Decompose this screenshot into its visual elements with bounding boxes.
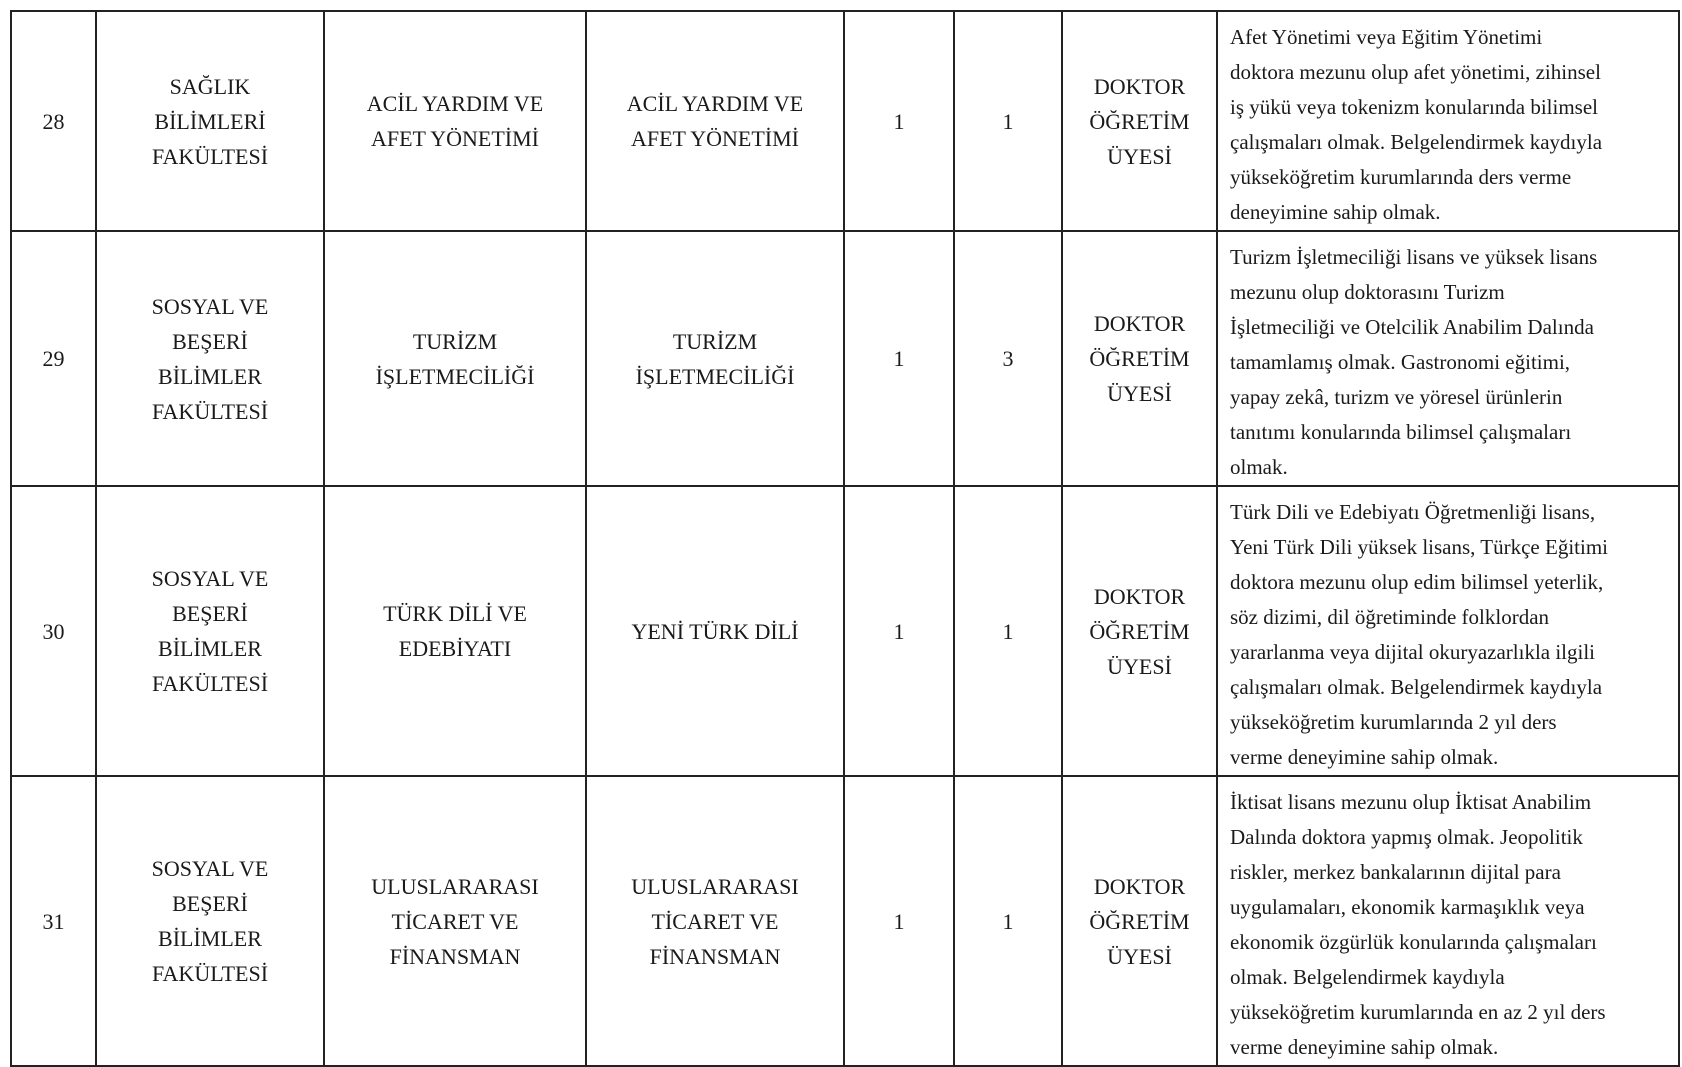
degree-cell (844, 231, 954, 486)
division-name: ULUSLARARASI TİCARET VE FİNANSMAN (631, 873, 799, 969)
department-cell (324, 11, 586, 231)
position-count: 1 (1002, 908, 1014, 934)
division-cell (586, 776, 844, 1066)
division-name: TURİZM İŞLETMECİLİĞİ (635, 328, 795, 389)
row-number-cell (11, 776, 96, 1066)
document-page (10, 10, 1678, 1059)
degree-value: 1 (893, 908, 905, 934)
faculty-cell (96, 776, 324, 1066)
title-cell (1062, 486, 1217, 776)
faculty-name: SOSYAL VE BEŞERİ BİLİMLER FAKÜLTESİ (151, 856, 269, 986)
faculty-positions-table (10, 10, 1680, 1067)
requirements-cell (1217, 486, 1679, 776)
requirements-text: İktisat lisans mezunu olup İktisat Anabilim Dalında doktora yapmış olmak. Jeopolitik riskler, merkez bankalarının dijital para uygulamaları, ekonomik karmaşıklık veya ekonomik özgürlük konularında çalışmaları olmak. Belgelendirmek kaydıyla yükseköğretim kurumlarında en az 2 yıl ders verme deneyimine sahip olmak. (1230, 790, 1606, 1059)
department-cell (324, 231, 586, 486)
degree-value: 1 (893, 108, 905, 134)
row-number-cell (11, 231, 96, 486)
title-cell (1062, 776, 1217, 1066)
faculty-cell (96, 486, 324, 776)
requirements-text: Afet Yönetimi veya Eğitim Yönetimi doktora mezunu olup afet yönetimi, zihinsel iş yükü veya tokenizm konularında bilimsel çalışmaları olmak. Belgelendirmek kaydıyla yükseköğretim kurumlarında ders verme deneyimine sahip olmak. (1230, 25, 1603, 224)
division-cell (586, 11, 844, 231)
faculty-name: SOSYAL VE BEŞERİ BİLİMLER FAKÜLTESİ (151, 293, 269, 424)
division-cell (586, 231, 844, 486)
title-cell (1062, 11, 1217, 231)
department-cell (324, 776, 586, 1066)
row-number-cell (11, 11, 96, 231)
degree-cell (844, 776, 954, 1066)
division-cell (586, 486, 844, 776)
degree-value: 1 (893, 346, 905, 371)
position-count: 3 (1002, 346, 1014, 371)
count-cell (954, 11, 1062, 231)
degree-value: 1 (893, 618, 905, 644)
row-number: 28 (42, 108, 65, 134)
position-count: 1 (1002, 618, 1014, 644)
table-row (11, 11, 1679, 231)
count-cell (954, 231, 1062, 486)
row-number: 29 (42, 346, 65, 371)
degree-cell (844, 486, 954, 776)
table-row (11, 231, 1679, 486)
position-count: 1 (1002, 108, 1014, 134)
academic-title: DOKTOR ÖĞRETİM ÜYESİ (1089, 873, 1190, 969)
faculty-name: SOSYAL VE BEŞERİ BİLİMLER FAKÜLTESİ (151, 566, 269, 696)
faculty-cell (96, 231, 324, 486)
academic-title: DOKTOR ÖĞRETİM ÜYESİ (1089, 311, 1190, 406)
degree-cell (844, 11, 954, 231)
department-name: ULUSLARARASI TİCARET VE FİNANSMAN (371, 873, 539, 969)
row-number-cell (11, 486, 96, 776)
count-cell (954, 776, 1062, 1066)
academic-title: DOKTOR ÖĞRETİM ÜYESİ (1089, 73, 1190, 169)
division-name: YENİ TÜRK DİLİ (631, 618, 799, 644)
department-cell (324, 486, 586, 776)
department-name: TURİZM İŞLETMECİLİĞİ (375, 328, 535, 389)
table-row (11, 776, 1679, 1066)
requirements-cell (1217, 776, 1679, 1066)
requirements-text: Türk Dili ve Edebiyatı Öğretmenliği lisans, Yeni Türk Dili yüksek lisans, Türkçe Eğitimi doktora mezunu olup edim bilimsel yeterlik, söz dizimi, dil öğretiminde folklordan yararlanma veya dijital okuryazarlıkla ilgili çalışmaları olmak. Belgelendirmek kaydıyla yükseköğretim kurumlarında 2 yıl ders verme deneyimine sahip olmak. (1230, 500, 1608, 769)
row-number: 31 (42, 908, 65, 934)
title-cell (1062, 231, 1217, 486)
department-name: TÜRK DİLİ VE EDEBİYATI (383, 601, 527, 661)
requirements-text: Turizm İşletmeciliği lisans ve yüksek lisans mezunu olup doktorasını Turizm İşletmeciliği ve Otelcilik Anabilim Dalında tamamlamış olmak. Gastronomi eğitimi, yapay zekâ, turizm ve yöresel ürünlerin tanıtımı konularında bilimsel çalışmaları olmak. (1230, 245, 1598, 479)
department-name: ACİL YARDIM VE AFET YÖNETİMİ (366, 91, 544, 151)
academic-title: DOKTOR ÖĞRETİM ÜYESİ (1089, 583, 1190, 679)
requirements-cell (1217, 231, 1679, 486)
row-number: 30 (42, 618, 65, 644)
faculty-cell (96, 11, 324, 231)
faculty-name: SAĞLIK BİLİMLERİ FAKÜLTESİ (151, 73, 269, 169)
division-name: ACİL YARDIM VE AFET YÖNETİMİ (626, 91, 804, 151)
table-row (11, 486, 1679, 776)
requirements-cell (1217, 11, 1679, 231)
count-cell (954, 486, 1062, 776)
